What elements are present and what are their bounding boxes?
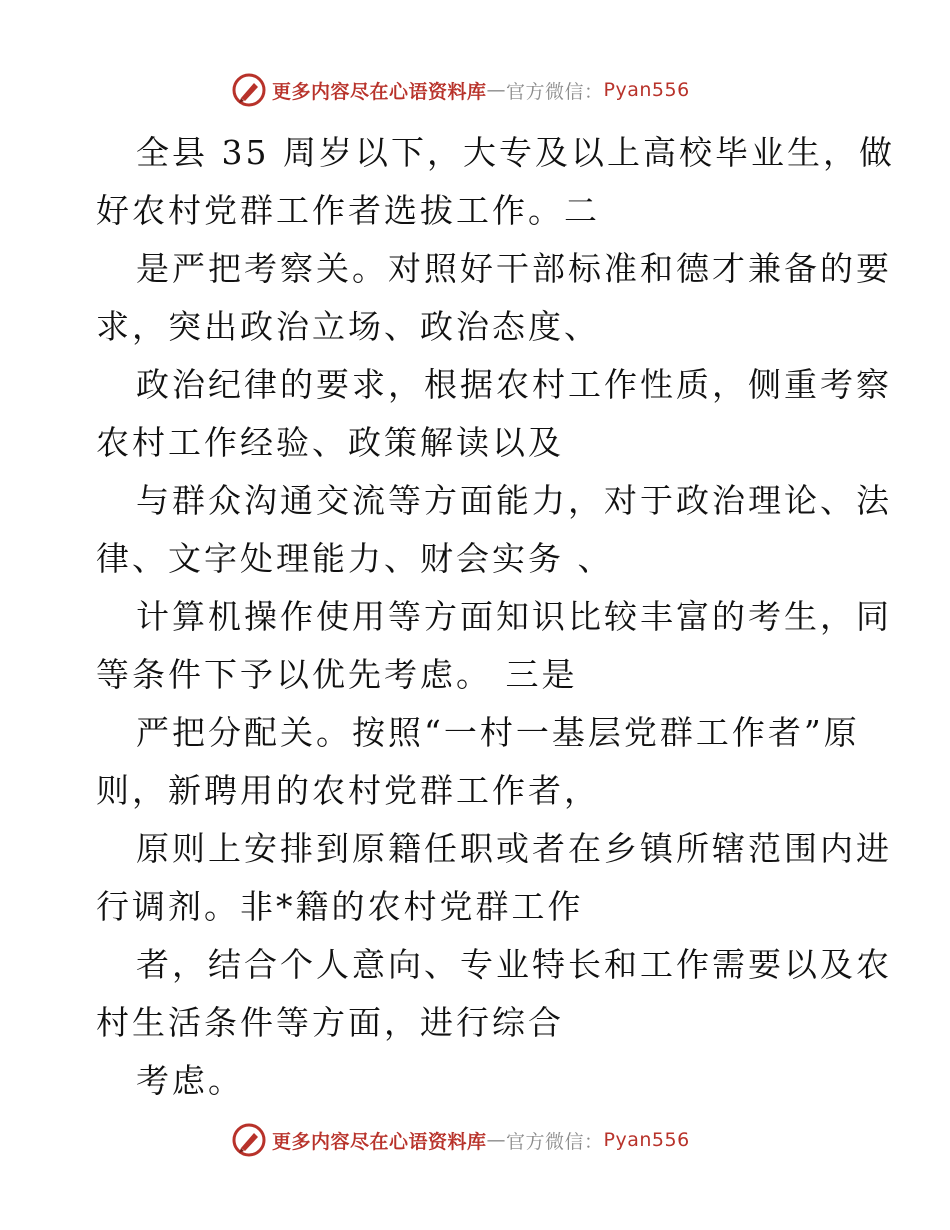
text-line: 政治纪律的要求，根据农村工作性质，侧重考察 [136,365,892,404]
header-watermark [232,72,732,108]
text-line: 是严把考察关。对照好干部标准和德才兼备的要 [136,249,892,288]
watermark-site-text: 更多内容尽在心语资料库 [272,80,487,103]
text-line: 则，新聘用的农村党群工作者， [96,771,600,810]
text-line: 律、文字处理能力、财会实务 、 [96,539,614,578]
watermark-separator: — [486,1129,507,1151]
footer-watermark [232,1122,732,1158]
text-line: 求，突出政治立场、政治态度、 [96,307,600,346]
text-line: 计算机操作使用等方面知识比较丰富的考生，同 [136,597,892,636]
text-line: 与群众沟通交流等方面能力，对于政治理论、法 [136,481,892,520]
watermark-wechat-label: 官方微信： [506,80,604,103]
text-line: 等条件下予以优先考虑。 三是 [96,655,578,694]
text-line: 原则上安排到原籍任职或者在乡镇所辖范围内进 [136,829,892,868]
text-line: 考虑。 [136,1061,244,1100]
text-line: 村生活条件等方面，进行综合 [96,1003,564,1042]
watermark-wechat-label: 官方微信： [506,1130,604,1153]
text-line: 好农村党群工作者选拔工作。二 [96,191,600,230]
text-line: 行调剂。非*籍的农村党群工作 [96,887,584,926]
watermark-site-text: 更多内容尽在心语资料库 [272,1130,487,1153]
pen-logo-icon [232,1123,266,1157]
text-line: 严把分配关。按照“一村一基层党群工作者”原 [136,713,860,752]
text-line: 全县 35 周岁以下，大专及以上高校毕业生，做 [136,133,895,172]
document-body [96,124,895,1110]
text-line: 农村工作经验、政策解读以及 [96,423,564,462]
pen-logo-icon [232,73,266,107]
watermark-wechat-id: Pyan556 [603,79,690,101]
watermark-separator: — [486,79,507,101]
text-line: 者，结合个人意向、专业特长和工作需要以及农 [136,945,892,984]
watermark-wechat-id: Pyan556 [603,1129,690,1151]
